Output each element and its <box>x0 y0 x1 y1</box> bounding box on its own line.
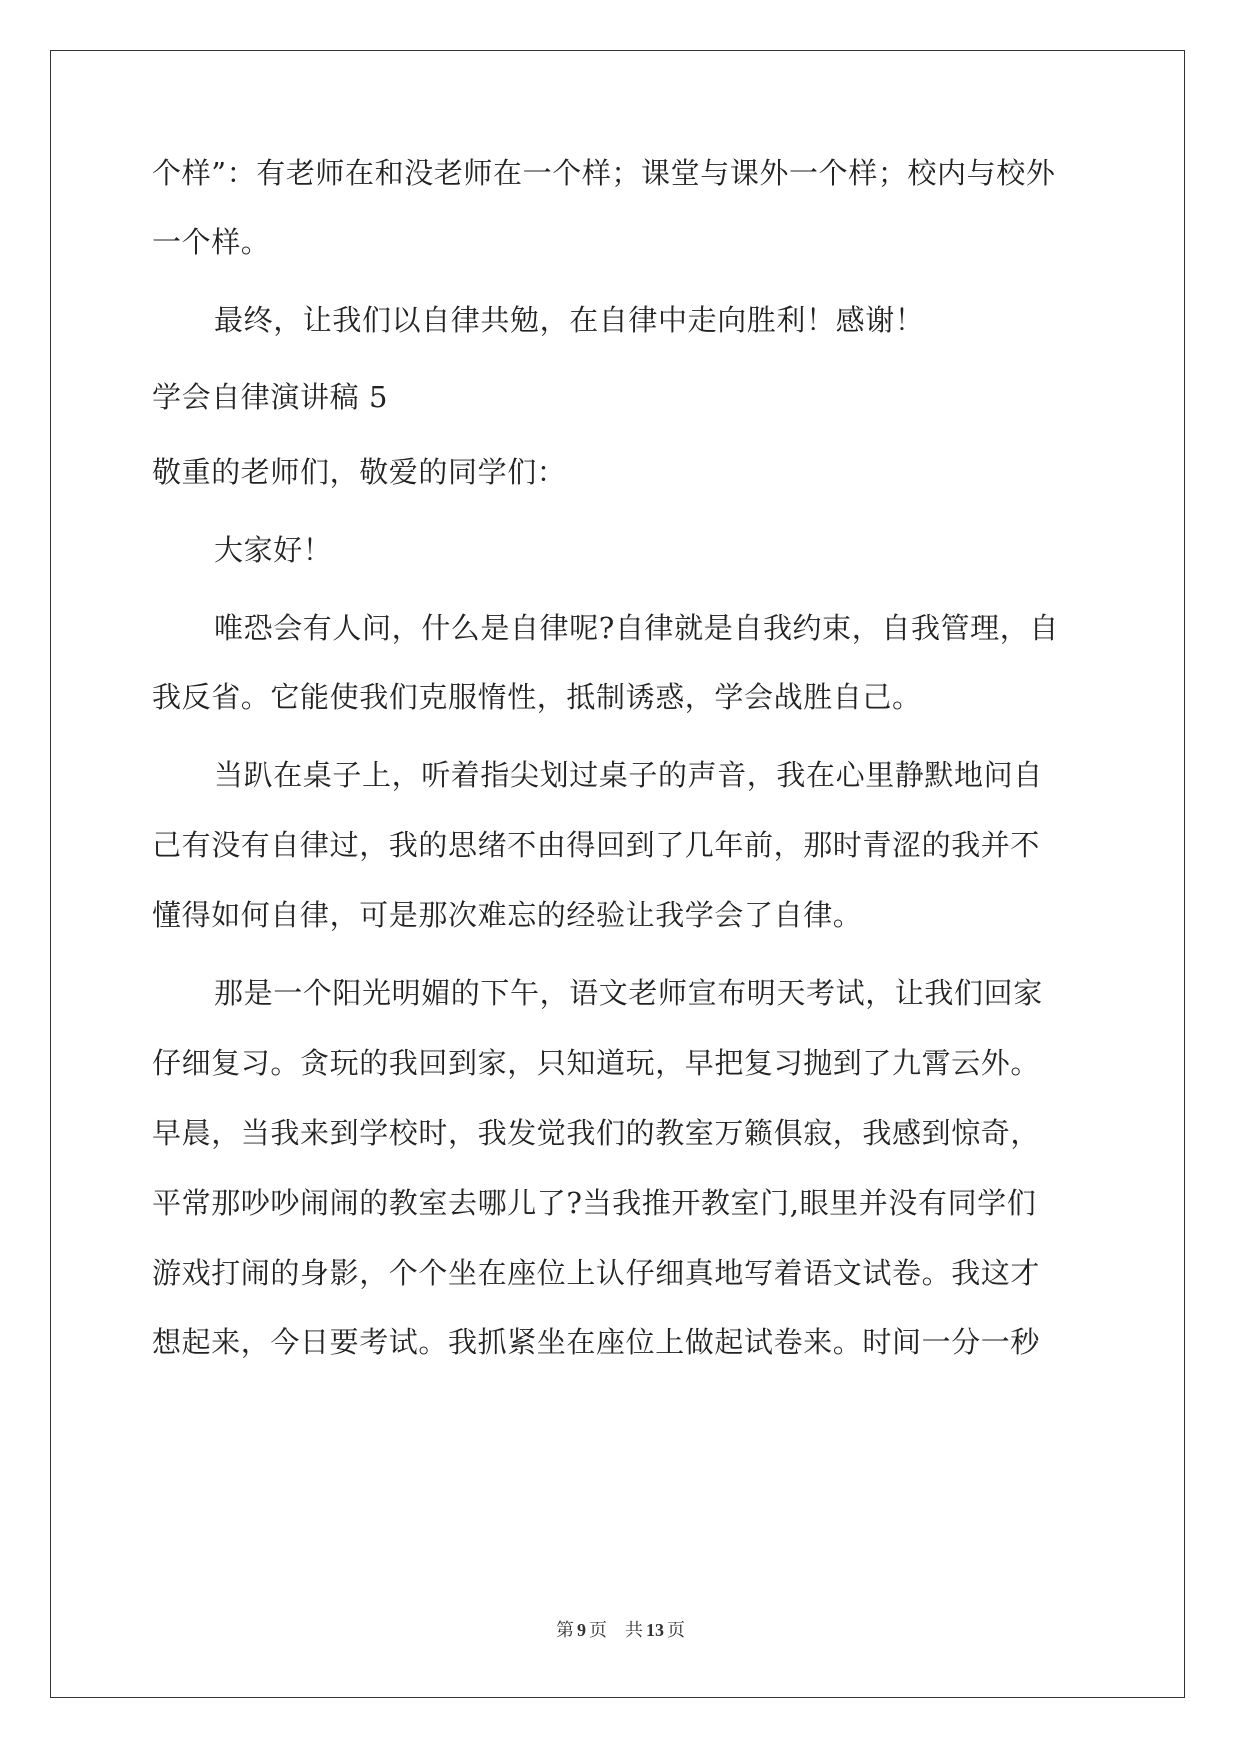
paragraph-line: 唯恐会有人问，什么是自律呢?自律就是自我约束，自我管理，自 <box>214 611 1059 645</box>
footer-page-unit: 页 <box>589 1620 607 1640</box>
paragraph-line: 想起来，今日要考试。我抓紧坐在座位上做起试卷来。时间一分一秒 <box>152 1325 1041 1359</box>
paragraph-line: 仔细复习。贪玩的我回到家，只知道玩，早把复习抛到了九霄云外。 <box>152 1046 1041 1080</box>
footer-page-number: 9 <box>577 1620 586 1640</box>
paragraph-line: 平常那吵吵闹闹的教室去哪儿了?当我推开教室门,眼里并没有同学们 <box>152 1186 1037 1220</box>
footer-total-unit: 页 <box>667 1620 685 1640</box>
paragraph-line: 早晨，当我来到学校时，我发觉我们的教室万籁俱寂，我感到惊奇， <box>152 1116 1041 1150</box>
paragraph-line: 当趴在桌子上，听着指尖划过桌子的声音，我在心里静默地问自 <box>214 758 1043 792</box>
footer-page-prefix: 第 <box>556 1620 574 1640</box>
paragraph-line: 一个样。 <box>152 225 271 259</box>
footer-total-prefix: 共 <box>625 1620 643 1640</box>
section-heading: 学会自律演讲稿 5 <box>152 380 389 414</box>
paragraph-line: 最终，让我们以自律共勉，在自律中走向胜利！感谢！ <box>214 303 925 337</box>
salutation: 敬重的老师们，敬爱的同学们： <box>152 455 567 489</box>
paragraph-line: 那是一个阳光明媚的下午，语文老师宣布明天考试，让我们回家 <box>214 976 1043 1010</box>
paragraph-line: 个样”：有老师在和没老师在一个样；课堂与课外一个样；校内与校外 <box>152 156 1056 190</box>
paragraph-line: 游戏打闹的身影，个个坐在座位上认仔细真地写着语文试卷。我这才 <box>152 1256 1041 1290</box>
greeting: 大家好！ <box>214 533 333 567</box>
page-footer <box>0 1616 1241 1642</box>
page-border <box>50 50 1185 1698</box>
paragraph-line: 我反省。它能使我们克服惰性，抵制诱惑，学会战胜自己。 <box>152 680 922 714</box>
paragraph-line: 己有没有自律过，我的思绪不由得回到了几年前，那时青涩的我并不 <box>152 828 1041 862</box>
paragraph-line: 懂得如何自律，可是那次难忘的经验让我学会了自律。 <box>152 898 863 932</box>
footer-total-pages: 13 <box>646 1620 664 1640</box>
